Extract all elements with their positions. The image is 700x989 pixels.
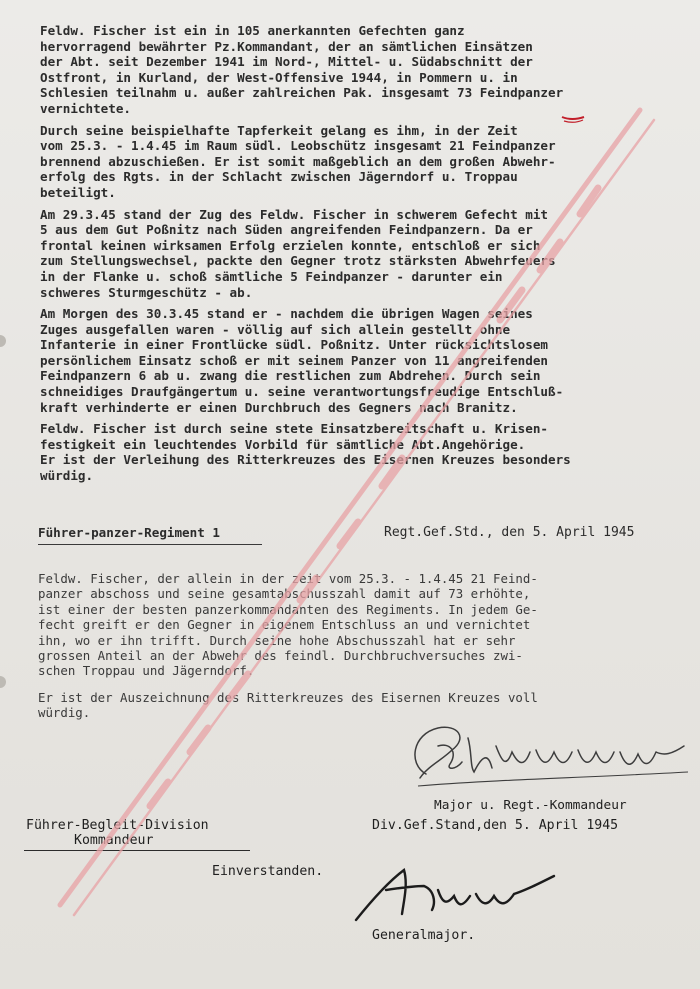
division-unit-line1: Führer-Begleit-Division bbox=[26, 818, 209, 833]
report-paragraph-1: Feldw. Fischer ist ein in 105 anerkannten Gefechten ganz hervorragend bewährter Pz.Kommandant, der an sämtlichen Einsätzen der Abt. seit Dezember 1941 im Nord-, Mittel- u. Südabschnitt der Ostfront, in Kurland, der West-Offensive 1944, in Pommern u. in Schlesien teilnahm u. außer zahlreichen Pak. insgesamt 73 Feindpanzer vernichtete. bbox=[40, 23, 564, 116]
punch-hole bbox=[0, 335, 6, 347]
regiment-unit-label: Führer-panzer-Regiment 1 bbox=[38, 525, 220, 540]
report-paragraph-5: Feldw. Fischer ist durch seine stete Einsatzbereitschaft u. Krisen- festigkeit ein leuchtendes Vorbild für sämtliche Abt.Angehörige. Er ist der Verleihung des Ritterkreuzes des Eisernen Kreuzes besonders würdig. bbox=[40, 421, 571, 484]
regiment-commander-signature bbox=[398, 716, 698, 806]
division-unit-line2: Kommandeur bbox=[74, 833, 154, 848]
regiment-place-date: Regt.Gef.Std., den 5. April 1945 bbox=[384, 525, 635, 540]
division-approval: Einverstanden. bbox=[212, 864, 324, 879]
regiment-paragraph-2: Er ist der Auszeichnung des Ritterkreuzes des Eisernen Kreuzes voll würdig. bbox=[38, 689, 538, 721]
division-commander-signature bbox=[342, 860, 572, 930]
red-underline-annotation bbox=[0, 0, 700, 140]
regiment-text bbox=[38, 571, 678, 727]
division-unit-underline bbox=[24, 850, 250, 851]
regiment-signatory-title: Major u. Regt.-Kommandeur bbox=[434, 798, 627, 813]
division-signatory-title: Generalmajor. bbox=[372, 928, 476, 943]
regiment-paragraph-1: Feldw. Fischer, der allein in der zeit vom 25.3. - 1.4.45 21 Feind- panzer abschoss und seine gesamtabschusszahl damit auf 73 erhöhte, ist einer der besten panzerkommandanten des Regiments. In jedem Ge- fecht greift er den Gegner in eigenem Entschluss an und vernichtet ihn, wo er ihn trifft. Durch seine hohe Abschusszahl hat er sehr grossen Anteil an der Abwehr des feindl. Durchbruchversuches zwi- schen Troppau und Jägerndorf. bbox=[38, 571, 538, 679]
report-paragraph-2: Durch seine beispielhafte Tapferkeit gelang es ihm, in der Zeit vom 25.3. - 1.4.45 im Raum südl. Leobschütz insgesamt 21 Feindpanzer brennend abzuschießen. Er ist somit maßgeblich an dem großen Abwehr- erfolg des Rgts. in der Schlacht zwischen Jägerndorf u. Troppau beteiligt. bbox=[40, 122, 556, 200]
regiment-unit-underline bbox=[38, 544, 262, 545]
report-paragraph-3: Am 29.3.45 stand der Zug des Feldw. Fischer in schwerem Gefecht mit 5 aus dem Gut Poßnitz nach Süden angreifenden Feindpanzern. Da er frontal keinen wirksamen Erfolg erzielen konnte, entschloß er sich zum Stellungswechsel, packte den Gegner trotz stärksten Abwehrfeuers in der Flanke u. schoß sämtliche 5 Feindpanzer - darunter ein schweres Sturmgeschütz - ab. bbox=[40, 206, 556, 300]
report-paragraph-4: Am Morgen des 30.3.45 stand er - nachdem die übrigen Wagen seines Zuges ausgefallen waren - völlig auf sich allein gestellt ohne Infanterie in einer Frontlücke südl. Poßnitz. Unter rücksichtslosem persönlichem Einsatz schoß er mit seinem Panzer von 11 angreifenden Feindpanzern 6 ab u. zwang die restlichen zum Abdrehen. Durch sein schneidiges Draufgängertum u. seine verantwortungsfreudige Entschluß- kraft verhinderte er einen Durchbruch des Gegners nach Branitz. bbox=[40, 306, 564, 415]
punch-hole bbox=[0, 676, 6, 688]
division-place-date: Div.Gef.Stand,den 5. April 1945 bbox=[372, 818, 619, 833]
